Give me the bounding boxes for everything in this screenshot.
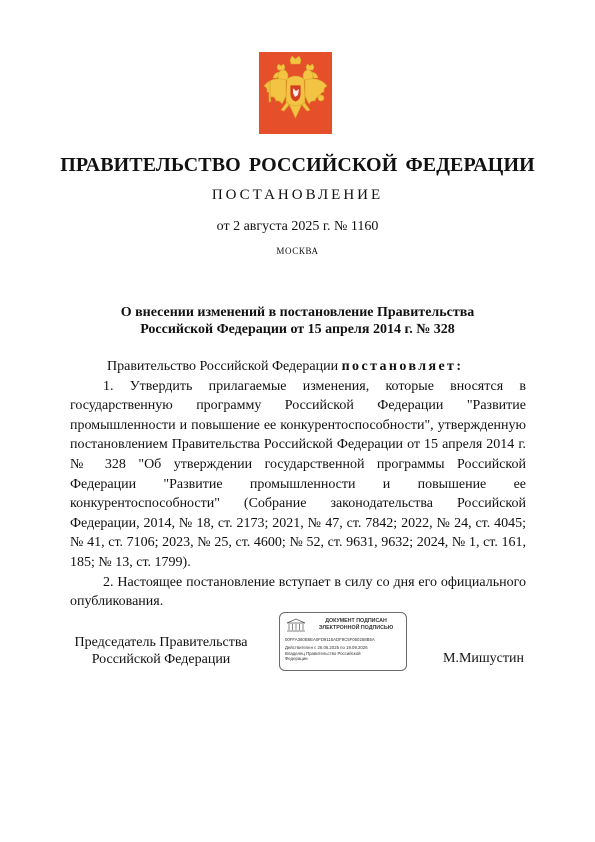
subject-line-2: Российской Федерации от 15 апреля 2014 г. № 328 [140,322,455,337]
stamp-title-line-1: ДОКУМЕНТ ПОДПИСАН [325,618,387,624]
signatory-position [72,634,250,668]
document-body [70,357,526,612]
stamp-owner [285,651,401,662]
document-date-number: от 2 августа 2025 г. № 1160 [216,219,379,234]
signatory-position-line-2: Российской Федерации [91,652,231,667]
document-city: МОСКВА [276,246,319,256]
item-2-paragraph: 2. Настоящее постановление вступает в силу со дня его официального опубликования. [70,574,526,610]
intro-paragraph [70,357,526,377]
intro-text: Правительство Российской Федерации [107,359,342,374]
document-subject [0,304,595,338]
subject-line-1: О внесении изменений в постановление Правительства [120,305,475,320]
stamp-validity: Действителен с 26.06.2025 по 19.09.2026 [285,645,368,650]
double-headed-eagle-icon [259,52,332,134]
government-title: ПРАВИТЕЛЬСТВО РОССИЙСКОЙ ФЕДЕРАЦИИ [60,154,535,176]
stamp-certificate: 00FFA360B6EA0FD9115ADF9C5F050258B5A [285,637,375,642]
electronic-signature-stamp [279,612,407,671]
signatory-position-line-1: Председатель Правительства [74,635,248,650]
building-icon [285,618,307,632]
stamp-owner-line-2: Федерации [285,656,308,662]
stamp-owner-line-1: Владелец Правительство Российской [285,651,361,656]
document-type: ПОСТАНОВЛЕНИЕ [211,187,384,203]
item-1-paragraph: 1. Утвердить прилагаемые изменения, которые вносятся в государственную программу Российской Федерации "Развитие промышленности и повышение ее конкурентоспособности", утвержденную постановлением Правительства Российской Федерации от 15 апреля 2014 г. № 328 "Об утверждении государственной программы Российской Федерации "Развитие промышленности и повышение ее конкурентоспособности" (Собрание законодательства Российской Федерации, 2014, № 18, ст. 2173; 2021, № 47, ст. 7842; 2022, № 24, ст. 4045; № 41, ст. 7106; 2023, № 25, ст. 4600; № 52, ст. 9631, 9632; 2024, № 1, ст. 161, 185; № 13, ст. 1799). [70,378,526,570]
coat-of-arms-emblem-icon [259,52,332,134]
signatory-name: М.Мишустин [443,651,524,666]
stamp-title-line-2: ЭЛЕКТРОННОЙ ПОДПИСЬЮ [318,624,394,631]
stamp-title [310,618,402,631]
intro-verb: постановляет: [341,359,464,374]
